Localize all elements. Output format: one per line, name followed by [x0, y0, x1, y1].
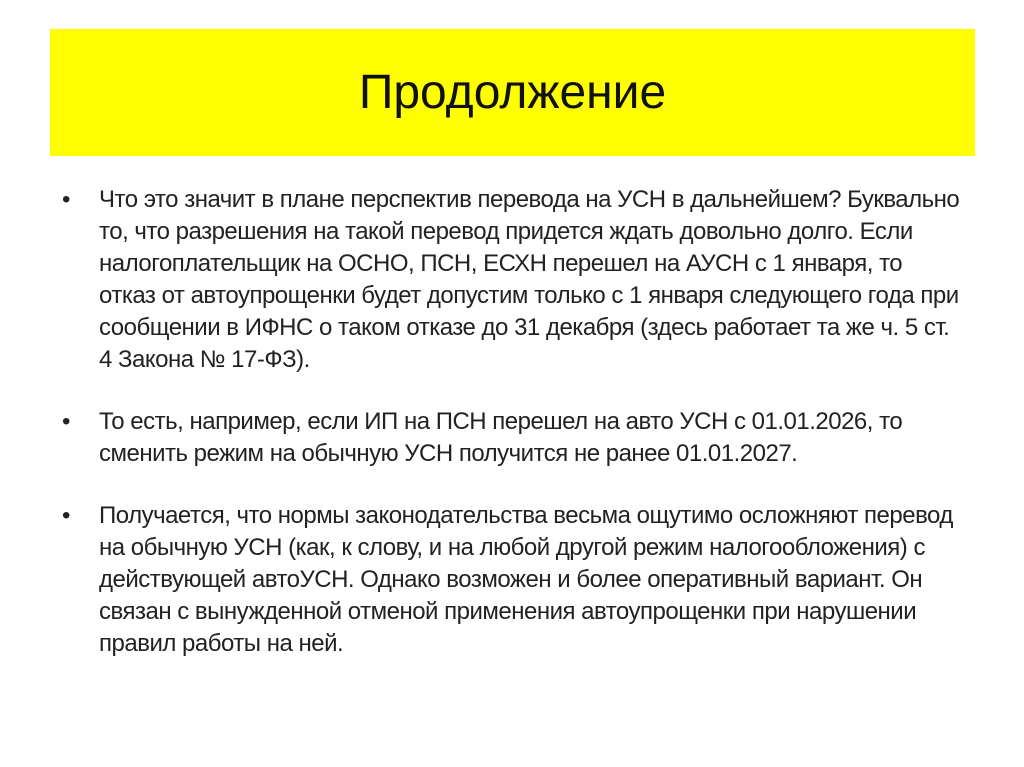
bullet-dot-icon: • [62, 502, 71, 529]
slide-title: Продолжение [358, 66, 667, 119]
bullet-item [62, 184, 962, 376]
bullet-text: Что это значит в плане перспектив перевода на УСН в дальнейшем? Буквально то, что разрешения на такой перевод придется ждать довольно долго. Если налогоплательщик на ОСНО, ПСН, ЕСХН перешел на АУСН с 1 января, то отказ от автоупрощенки будет допустим только с 1 января следующего года при сообщении в ИФНС о таком отказе до 31 декабря (здесь работает та же ч. 5 ст. 4 Закона № 17-ФЗ). [99, 186, 960, 373]
bullet-dot-icon: • [62, 408, 71, 435]
bullet-item [62, 500, 962, 660]
bullet-dot-icon: • [62, 186, 71, 213]
slide-body [62, 184, 962, 690]
bullet-item [62, 406, 962, 470]
bullet-text: То есть, например, если ИП на ПСН перешел на авто УСН с 01.01.2026, то сменить режим на обычную УСН получится не ранее 01.01.2027. [99, 408, 903, 467]
title-banner [50, 29, 975, 156]
bullet-list [62, 184, 962, 660]
bullet-text: Получается, что нормы законодательства весьма ощутимо осложняют перевод на обычную УСН (как, к слову, и на любой другой режим налогообложения) с действующей автоУСН. Однако возможен и более оперативный вариант. Он связан с вынужденной отменой применения автоупрощенки при нарушении правил работы на ней. [99, 502, 953, 657]
